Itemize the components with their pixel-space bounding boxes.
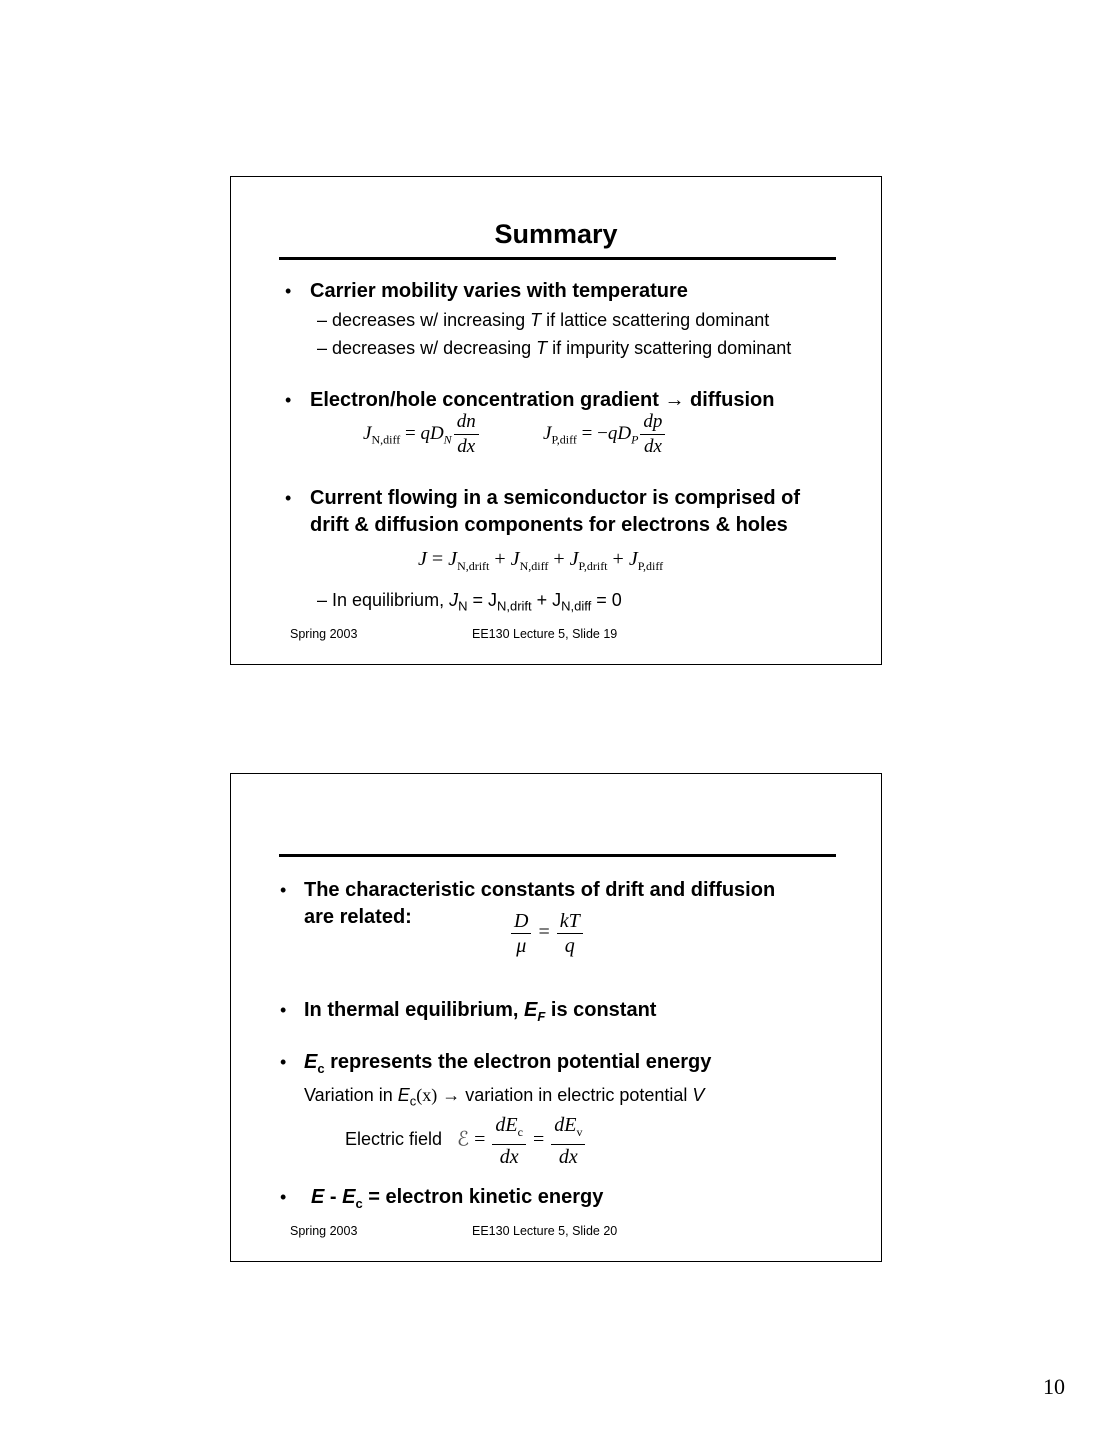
bullet-dot: • — [280, 1052, 287, 1072]
title-underline — [279, 854, 836, 857]
equation-einstein-relation: $\frac{D}{\mu}$ = $\frac{kT}{q}$ — [509, 909, 585, 958]
equation-jp-diff: $J_{P,diff} = -qD_P$ $\frac{dp}{dx}$ — [543, 410, 667, 459]
slide-19 — [230, 176, 882, 665]
subbullet-impurity: – decreases w/ decreasing T if impurity scattering dominant — [317, 338, 792, 358]
bullet-dot: • — [285, 281, 292, 301]
equation-electric-field: ℰ = $\frac{dE_c}{dx}$ = $\frac{dE_v}{dx}$ — [457, 1113, 587, 1169]
bullet-diffusion: Electron/hole concentration gradient → diffusion — [310, 389, 775, 411]
bullet-ec-potential: $E_c$ represents the electron potential energy — [304, 1051, 712, 1076]
footer-slide-id: EE130 Lecture 5, Slide 20 — [472, 1224, 618, 1238]
footer-date: Spring 2003 — [290, 627, 358, 641]
efield-symbol: ℰ — [457, 1126, 470, 1151]
subbullet-equilibrium: – In equilibrium, $J_N = J_{N,drift} + J_{N,diff} = 0$ — [317, 590, 622, 614]
equation-total-current: $J = J_{N,drift} + J_{N,diff} + J_{P,drift} + J_{P,diff}$ — [418, 548, 664, 573]
variation-line: Variation in $E_c(x)$ → variation in electric potential V — [304, 1085, 705, 1109]
bullet-dot: • — [285, 390, 292, 410]
bullet-current-line2: drift & diffusion components for electrons & holes — [310, 514, 788, 536]
slide-title: Summary — [494, 219, 618, 249]
bullet-constants-line2: are related: — [304, 906, 412, 928]
bullet-kinetic-energy: E - $E_c$ = electron kinetic energy — [311, 1186, 604, 1211]
footer-date: Spring 2003 — [290, 1224, 358, 1238]
bullet-dot: • — [280, 1000, 287, 1020]
efield-label: Electric field — [345, 1129, 443, 1149]
slide-20 — [230, 773, 882, 1262]
title-underline — [279, 257, 836, 260]
bullet-mobility: Carrier mobility varies with temperature — [310, 280, 688, 302]
bullet-dot: • — [285, 488, 292, 508]
bullet-constants-line1: The characteristic constants of drift and diffusion — [304, 879, 776, 901]
bullet-dot: • — [280, 880, 287, 900]
footer-slide-id: EE130 Lecture 5, Slide 19 — [472, 627, 618, 641]
bullet-current-line1: Current flowing in a semiconductor is comprised of — [310, 487, 801, 509]
subbullet-lattice: – decreases w/ increasing T if lattice scattering dominant — [317, 310, 770, 330]
bullet-dot: • — [280, 1187, 287, 1207]
bullet-fermi-constant: In thermal equilibrium, $E_F$ is constant — [304, 999, 657, 1024]
equation-jn-diff: $J_{N,diff} = qD_N$ $\frac{dn}{dx}$ — [363, 410, 481, 459]
page-number: 10 — [1043, 1374, 1065, 1399]
